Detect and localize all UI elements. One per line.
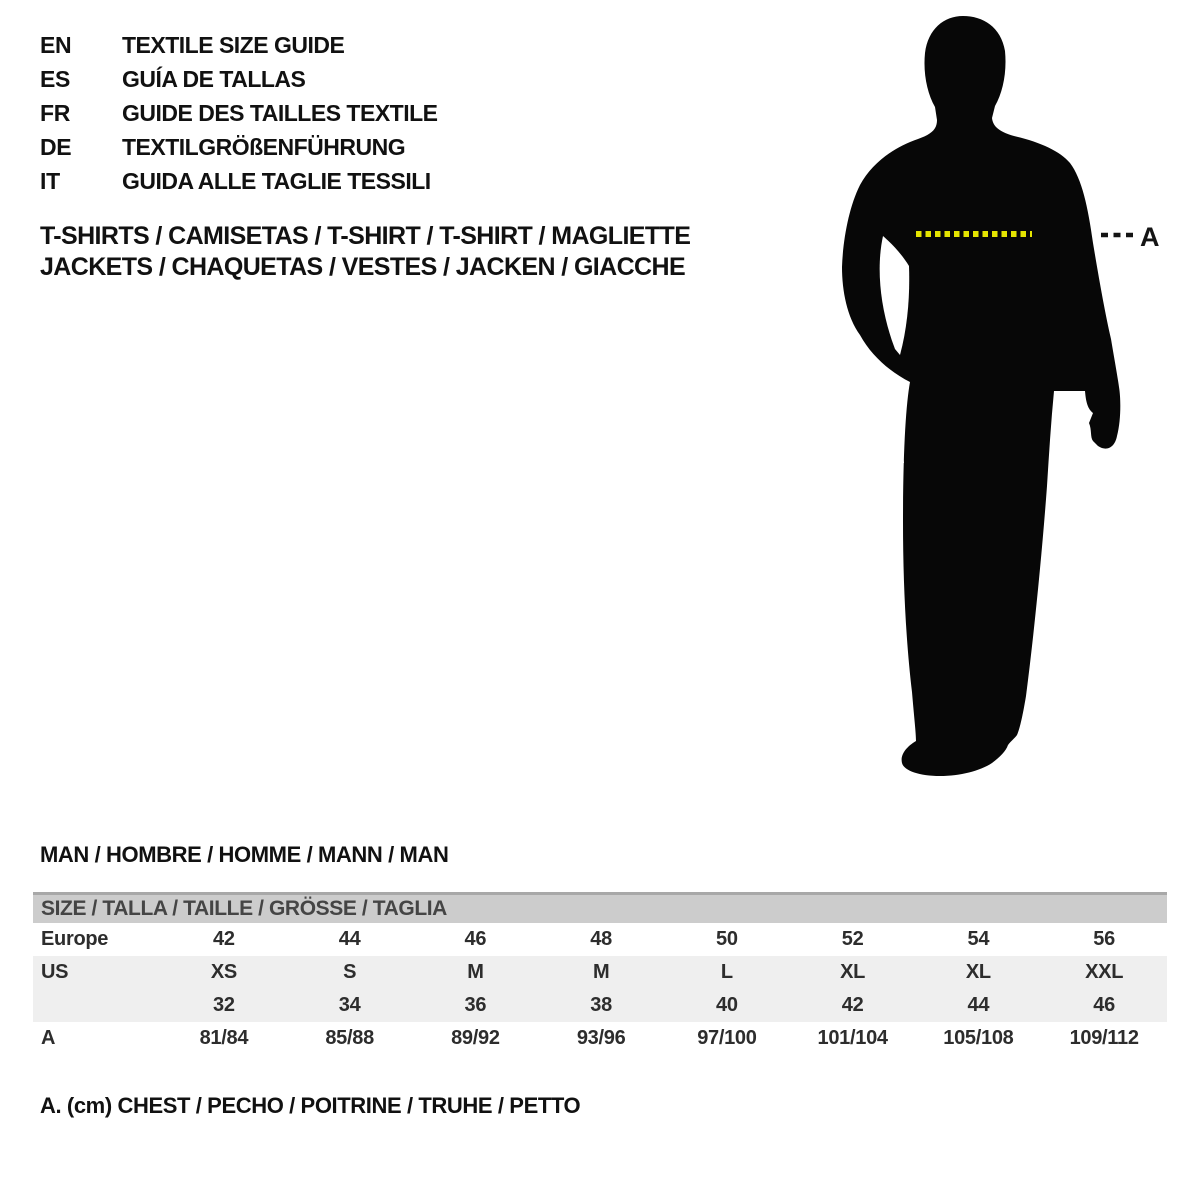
lang-row-de <box>40 130 438 164</box>
row-label: A <box>41 1027 56 1049</box>
lang-code: ES <box>40 65 71 92</box>
table-row-chest <box>33 1022 1167 1055</box>
lang-code: IT <box>40 167 60 194</box>
cell: 81/84 <box>199 1027 249 1049</box>
cell: 44 <box>967 994 990 1016</box>
table-row-europe <box>33 923 1167 956</box>
size-table-header <box>33 892 1167 923</box>
cell: 44 <box>338 928 361 950</box>
lang-code: EN <box>40 31 72 58</box>
row-label: US <box>41 961 69 983</box>
footnote-measure-legend: A. (cm) CHEST / PECHO / POITRINE / TRUHE / PETTO <box>40 1093 581 1118</box>
man-silhouette <box>842 16 1120 776</box>
cell: XL <box>840 961 866 983</box>
category-line-jackets: JACKETS / CHAQUETAS / VESTES / JACKEN / GIACCHE <box>40 253 686 281</box>
cell: 46 <box>1093 994 1115 1016</box>
cell: 46 <box>464 928 487 950</box>
lang-row-it <box>40 164 438 198</box>
lang-label: TEXTILGRÖßENFÜHRUNG <box>122 133 406 160</box>
lang-label: TEXTILE SIZE GUIDE <box>122 31 345 58</box>
cell: 97/100 <box>697 1027 757 1049</box>
section-title-man: MAN / HOMBRE / HOMME / MANN / MAN <box>40 842 449 867</box>
cell: L <box>720 961 733 983</box>
lang-row-en <box>40 28 438 62</box>
lang-row-fr <box>40 96 438 130</box>
man-figure <box>820 0 1200 800</box>
cell: S <box>343 961 357 983</box>
lang-label: GUÍA DE TALLAS <box>122 65 306 92</box>
cell: M <box>592 961 610 983</box>
category-block <box>40 221 690 283</box>
lang-code: FR <box>40 99 71 126</box>
cell: 101/104 <box>817 1027 888 1049</box>
cell: XS <box>210 961 237 983</box>
cell: 32 <box>213 994 235 1016</box>
category-line-tshirts: T-SHIRTS / CAMISETAS / T-SHIRT / T-SHIRT / MAGLIETTE <box>40 222 691 250</box>
lang-code: DE <box>40 133 72 160</box>
lang-label: GUIDA ALLE TAGLIE TESSILI <box>122 167 431 194</box>
measure-label-a: A <box>1140 222 1160 252</box>
cell: 89/92 <box>451 1027 500 1049</box>
cell: XXL <box>1085 961 1124 983</box>
cell: 85/88 <box>325 1027 374 1049</box>
cell: 36 <box>464 994 487 1016</box>
left-hand-gap <box>894 406 904 463</box>
cell: M <box>467 961 484 983</box>
cell: 93/96 <box>576 1027 626 1049</box>
cell: 38 <box>590 994 612 1016</box>
cell: 48 <box>590 928 612 950</box>
language-title-block <box>40 28 438 198</box>
cell: 40 <box>716 994 738 1016</box>
cell: 109/112 <box>1069 1027 1139 1049</box>
table-row-us <box>33 956 1167 989</box>
lang-row-es <box>40 62 438 96</box>
lang-label: GUIDE DES TAILLES TEXTILE <box>122 99 438 126</box>
cell: 42 <box>841 994 864 1016</box>
row-label: Europe <box>41 928 109 950</box>
cell: 105/108 <box>943 1027 1014 1049</box>
table-row-numeric <box>33 989 1167 1022</box>
cell: 52 <box>841 928 864 950</box>
cell: XL <box>965 961 991 983</box>
size-table <box>33 892 1167 1055</box>
cell: 54 <box>967 928 990 950</box>
cell: 56 <box>1093 928 1115 950</box>
cell: 42 <box>213 928 235 950</box>
cell: 50 <box>716 928 738 950</box>
cell: 34 <box>338 994 361 1016</box>
size-table-header-label: SIZE / TALLA / TAILLE / GRÖSSE / TAGLIA <box>41 897 447 920</box>
